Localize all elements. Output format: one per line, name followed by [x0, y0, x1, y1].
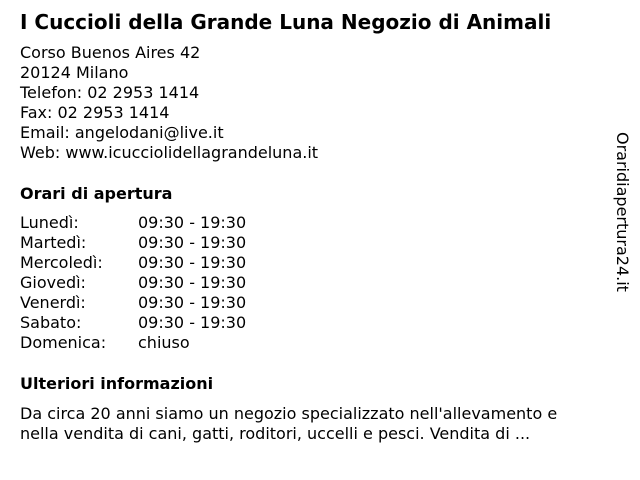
- description-text: Da circa 20 anni siamo un negozio specializzato nell'allevamento e nella vendita di cani, gatti, roditori, uccelli e pesci. Vendita di ...: [20, 404, 558, 443]
- day-label: Lunedì:: [20, 213, 79, 232]
- web-line[interactable]: Web: www.icuccioli​dellagrandeluna.it: [20, 143, 319, 162]
- city-line: 20124 Milano: [20, 63, 129, 82]
- time-value: chiuso: [138, 333, 190, 352]
- store-title: I Cuccioli della Grande Luna Negozio di Animali: [20, 10, 552, 34]
- day-label: Domenica:: [20, 333, 107, 352]
- time-value: 09:30 - 19:30: [138, 273, 247, 292]
- day-label: Venerdì:: [20, 293, 86, 312]
- day-label: Giovedì:: [20, 273, 86, 292]
- time-value: 09:30 - 19:30: [138, 293, 247, 312]
- time-value: 09:30 - 19:30: [138, 313, 247, 332]
- day-label: Martedì:: [20, 233, 87, 252]
- day-label: Sabato:: [20, 313, 82, 332]
- fax-line: Fax: 02 2953 1414: [20, 103, 170, 122]
- address-line: Corso Buenos Aires 42: [20, 43, 201, 62]
- time-value: 09:30 - 19:30: [138, 233, 247, 252]
- email-line[interactable]: Email: angelodani@live.it: [20, 123, 224, 142]
- phone-line: Telefon: 02 2953 1414: [20, 83, 200, 102]
- time-value: 09:30 - 19:30: [138, 213, 247, 232]
- time-value: 09:30 - 19:30: [138, 253, 247, 272]
- hours-heading: Orari di apertura: [20, 184, 173, 203]
- contact-info: [20, 43, 318, 163]
- side-brand-text: Oraridiapertura24.it: [613, 132, 632, 292]
- more-info-heading: Ulteriori informazioni: [20, 374, 214, 393]
- day-label: Mercoledì:: [20, 253, 103, 272]
